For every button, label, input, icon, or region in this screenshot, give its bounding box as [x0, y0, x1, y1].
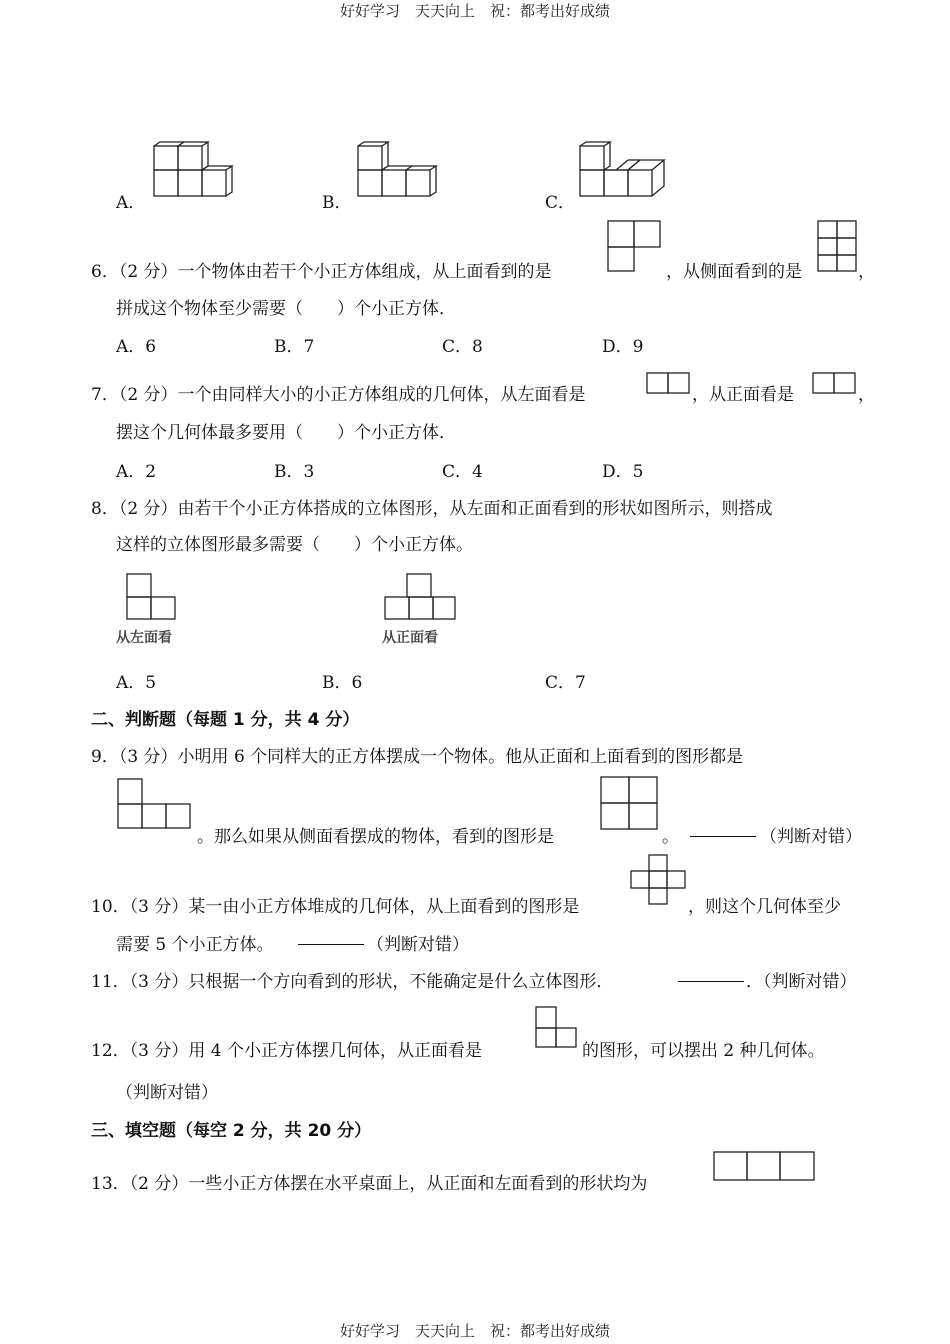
q8-option-b: B．6 [322, 673, 363, 693]
q5-figure-c [578, 142, 670, 202]
q5-figure-b [356, 142, 446, 202]
q8-line-1: 8．（2 分）由若干个小正方体搭成的立体图形，从左面和正面看到的形状如图所示，则搭成 [91, 499, 773, 519]
q12-line-2: （判断对错） [116, 1083, 218, 1103]
q10-judge: （判断对错） [367, 935, 469, 955]
q6-option-b: B．7 [274, 337, 315, 357]
q9-text-2: 。那么如果从侧面看摆成的物体，看到的图形是 [197, 827, 554, 847]
q7-text-1: 7．（2 分）一个由同样大小的小正方体组成的几何体，从左面看是 [91, 385, 586, 405]
q10-answer [294, 930, 368, 950]
section-3-title: 三、填空题（每空 2 分，共 20 分） [91, 1121, 372, 1141]
section-2-title: 二、判断题（每题 1 分，共 4 分） [91, 710, 360, 730]
q9-line-1: 9．（3 分）小明用 6 个同样大的正方体摆成一个物体。他从正面和上面看到的图形都是 [91, 747, 744, 767]
q12-text-2: 的图形，可以摆出 2 种几何体。 [582, 1041, 825, 1061]
q8-option-a: A．5 [116, 673, 157, 693]
q7-front-view [811, 371, 859, 397]
q10-answer-blank[interactable] [298, 943, 364, 945]
q8-caption-left: 从左面看 [116, 630, 172, 646]
q10-text-2: ，则这个几何体至少 [688, 897, 841, 917]
q8-line-2: 这样的立体图形最多需要（ ）个小正方体。 [116, 535, 473, 555]
q13-text-1: 13．（2 分）一些小正方体摆在水平桌面上，从正面和左面看到的形状均为 [91, 1174, 648, 1194]
q6-option-d: D．9 [602, 337, 644, 357]
q6-text-1: 6．（2 分）一个物体由若干个小正方体组成，从上面看到的是 [91, 262, 552, 282]
q5-option-a: A． [116, 193, 146, 213]
q7-option-d: D．5 [602, 462, 644, 482]
q11-answer [674, 967, 748, 987]
q6-option-a: A．6 [116, 337, 157, 357]
q7-text-3: ， [858, 385, 875, 405]
q7-option-b: B．3 [274, 462, 315, 482]
q9-judge: （判断对错） [760, 827, 862, 847]
page-header: 好好学习 天天向上 祝：都考出好成绩 [339, 2, 610, 20]
q7-line-2: 摆这个几何体最多要用（ ）个小正方体． [116, 423, 456, 443]
q6-text-2: ，从侧面看到的是 [666, 262, 802, 282]
q10-top-view [630, 853, 688, 909]
q8-left-view [125, 572, 179, 622]
q9-answer [686, 822, 760, 842]
q6-option-c: C．8 [442, 337, 483, 357]
q5-option-c: C． [545, 193, 576, 213]
q6-side-view [816, 219, 860, 275]
q7-option-c: C．4 [442, 462, 483, 482]
q8-caption-front: 从正面看 [382, 630, 438, 646]
q11-text-1: 11．（3 分）只根据一个方向看到的形状，不能确定是什么立体图形． [91, 972, 614, 992]
q10-text-1: 10．（3 分）某一由小正方体堆成的几何体，从上面看到的图形是 [91, 897, 580, 917]
page-footer: 好好学习 天天向上 祝：都考出好成绩 [339, 1322, 610, 1340]
q6-line-2: 拼成这个物体至少需要（ ）个小正方体． [116, 299, 456, 319]
q10-line-2: 需要 5 个小正方体。 [116, 935, 274, 955]
q6-top-view [606, 219, 662, 275]
q11-answer-blank[interactable] [678, 980, 744, 982]
q9-text-3: 。 [662, 827, 679, 847]
q5-figure-a [150, 140, 240, 202]
q12-text-1: 12．（3 分）用 4 个小正方体摆几何体，从正面看是 [91, 1041, 482, 1061]
q13-view [712, 1150, 818, 1184]
q7-option-a: A．2 [116, 462, 157, 482]
q11-judge: ．（判断对错） [746, 972, 857, 992]
q9-front-top-view [116, 777, 196, 833]
q9-answer-blank[interactable] [690, 835, 756, 837]
q5-option-b: B． [322, 193, 352, 213]
q8-option-c: C．7 [545, 673, 586, 693]
q6-text-3: ， [858, 262, 875, 282]
q7-left-view [645, 371, 693, 397]
q9-side-view [599, 775, 661, 833]
q8-front-view [383, 572, 459, 622]
q12-front-view [534, 1005, 580, 1051]
q7-text-2: ，从正面看是 [692, 385, 794, 405]
